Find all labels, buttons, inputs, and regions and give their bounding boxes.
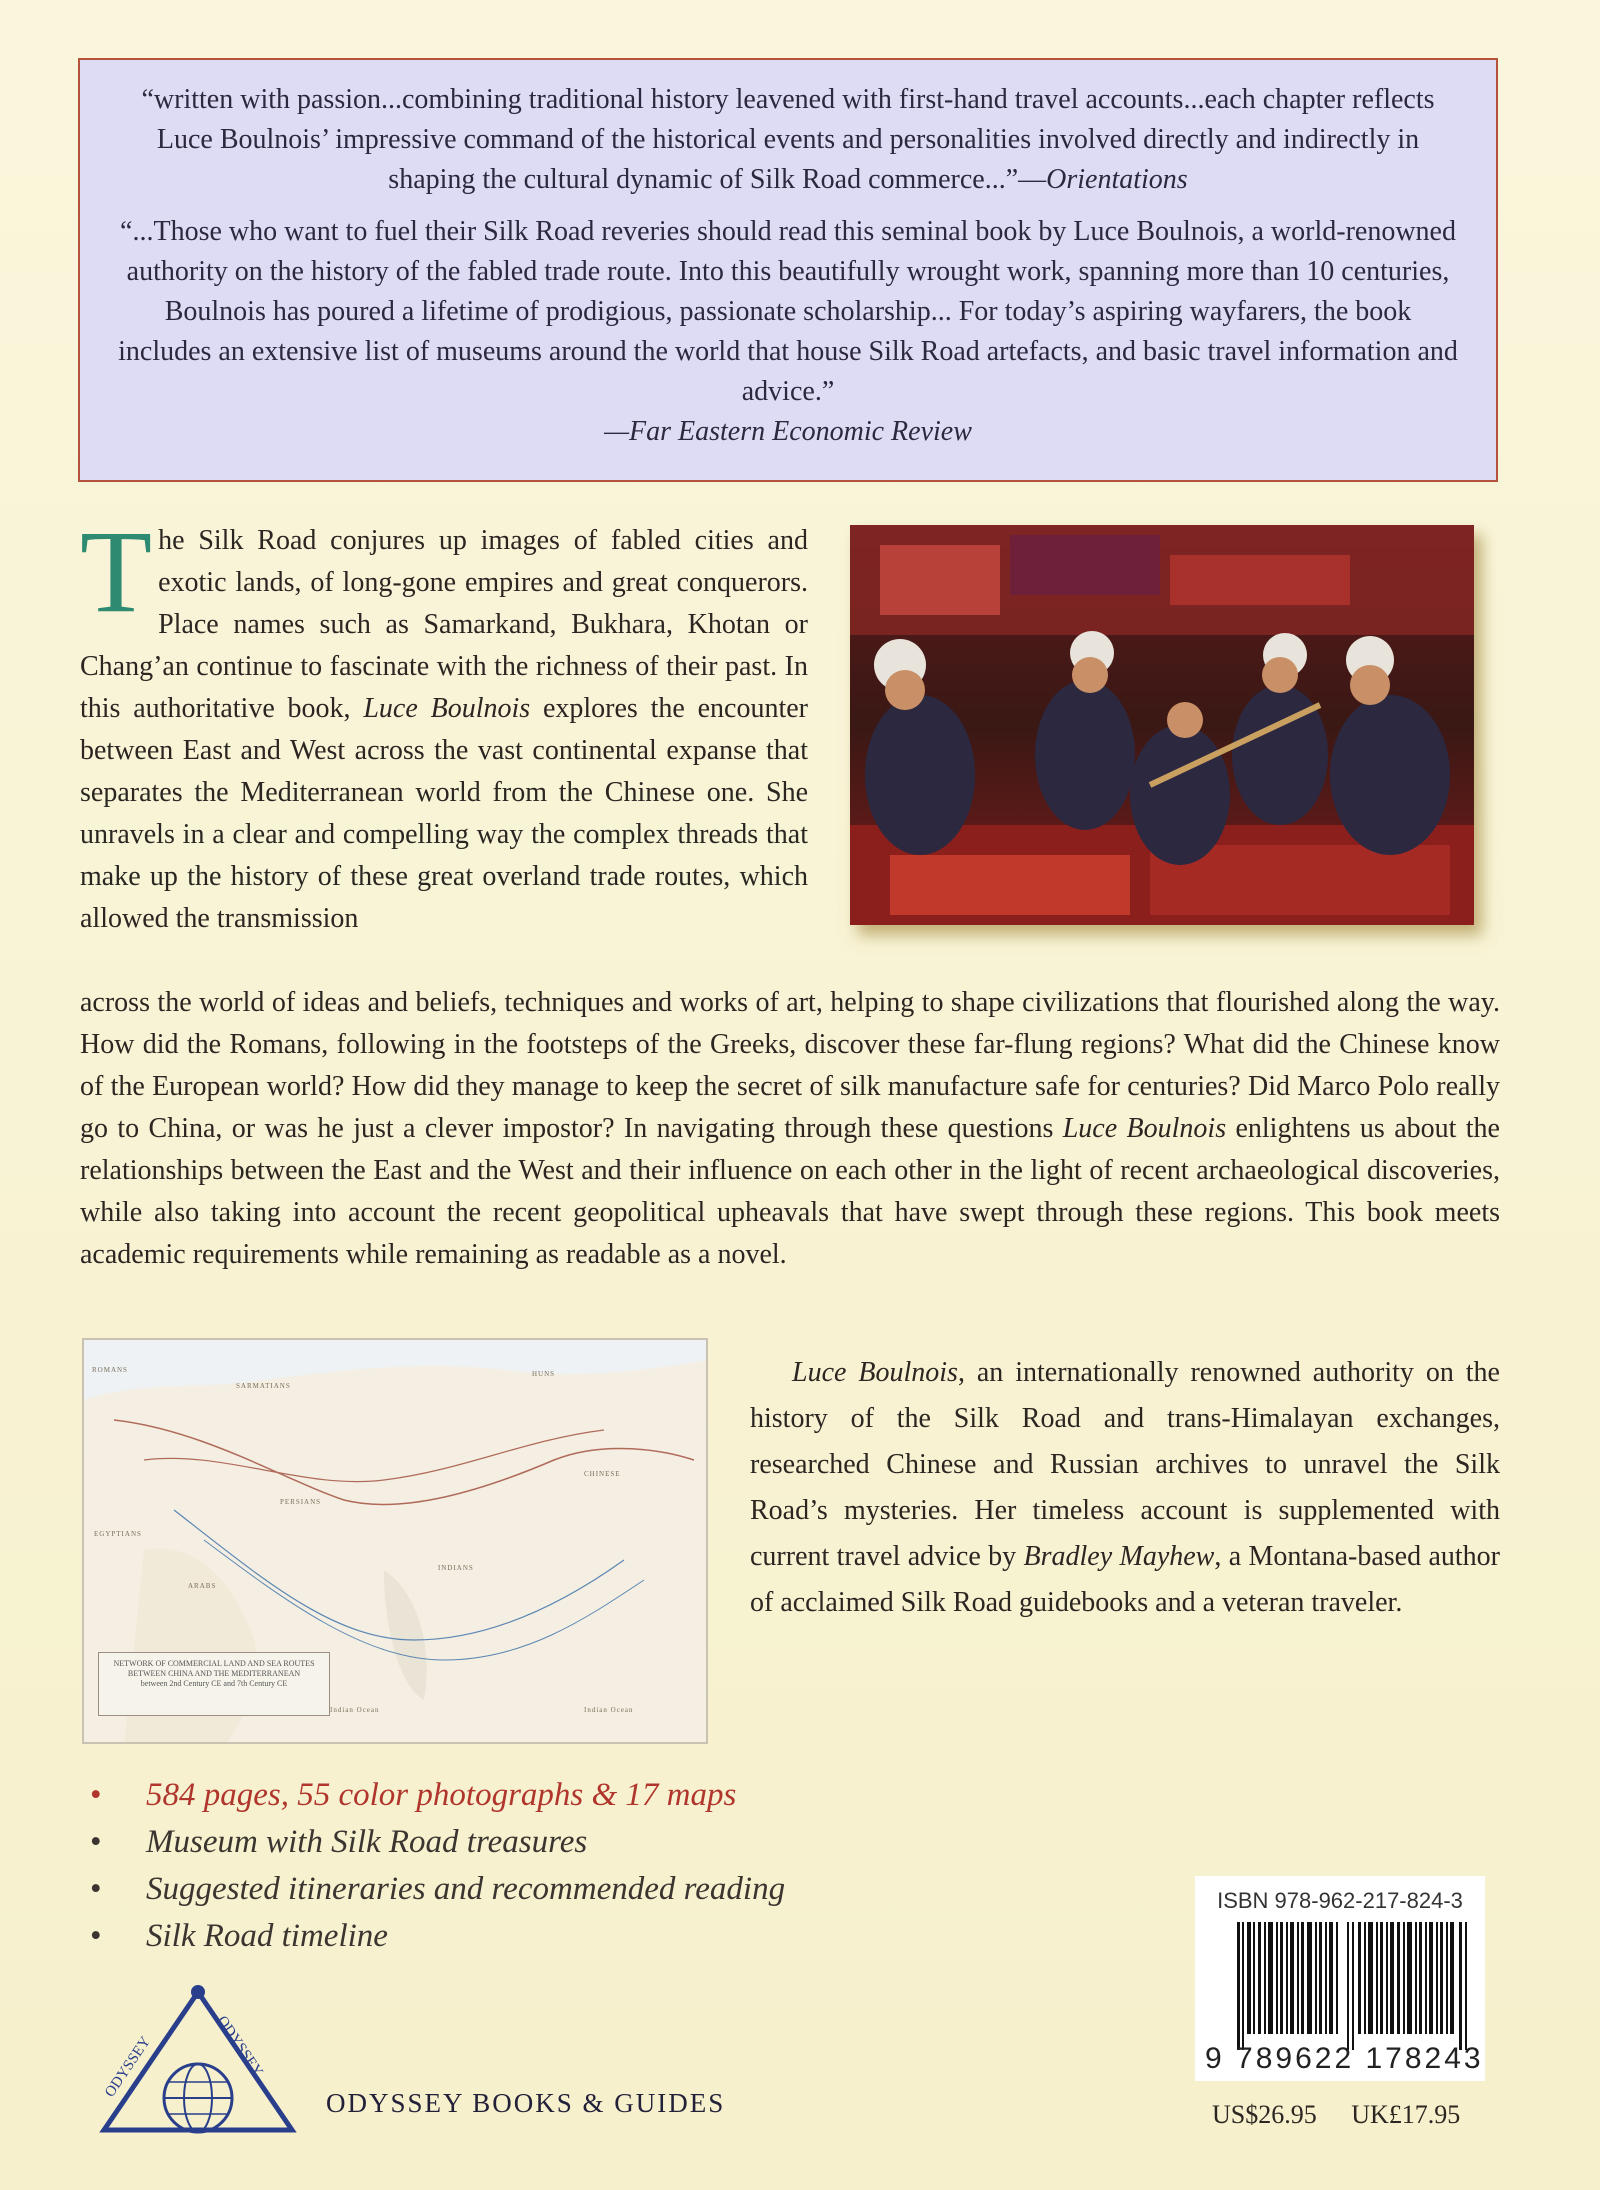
isbn-number: ISBN 978-962-217-824-3 xyxy=(1217,1888,1463,1913)
svg-text:ODYSSEY: ODYSSEY xyxy=(213,2013,266,2080)
photo-illustration xyxy=(850,525,1474,925)
isbn-barcode xyxy=(1195,1876,1485,2081)
bullet: • xyxy=(90,1777,102,1813)
feature-text: Silk Road timeline xyxy=(146,1918,388,1954)
price-tag: US$26.95 UK£17.95 xyxy=(1212,2100,1461,2129)
bullet: • xyxy=(90,1918,102,1954)
review-source: —Far Eastern Economic Review xyxy=(604,416,972,447)
contributor-name: Bradley Mayhew xyxy=(1023,1541,1215,1572)
intro-text: explores the encounter between East and West across the vast continental expanse that separates the Mediterranean world from the Chinese one. She unravels in a clear and compelling way the complex threads that make up the history of these great overland trade routes, which allowed the transmission xyxy=(80,693,808,934)
author-name: Luce Boulnois xyxy=(1062,1113,1227,1144)
svg-text:ODYSSEY: ODYSSEY xyxy=(102,2033,155,2101)
intro-text: he Silk Road conjures up images of fabled cities and exotic lands, of long-gone empires and great conquerors. Place names such as Samarkand, Bukhara, Khotan or Chang’an continue to fascinate with the richness of their past. In this authoritative book, xyxy=(80,525,808,724)
review-source: Orientations xyxy=(1046,164,1188,195)
bio-text: , an internationally renowned authority on the history of the Silk Road and trans-Himalayan exchanges, researched Chinese and Russian archives to unravel the Silk Road’s mysteries. Her timeless account is supplemented with current travel advice by xyxy=(750,1357,1500,1572)
feature-item xyxy=(90,1866,990,1913)
feature-text: Museum with Silk Road treasures xyxy=(146,1824,588,1860)
map-label: EGYPTIANS xyxy=(94,1530,142,1538)
review-quote-2 xyxy=(116,212,1460,452)
barcode-digits: 9 789622 178243 xyxy=(1205,2042,1484,2075)
map-label: Indian Ocean xyxy=(584,1706,634,1714)
review-quote-1 xyxy=(116,80,1460,200)
author-bio xyxy=(750,1350,1500,1626)
odyssey-logo xyxy=(92,1980,304,2160)
map-label: CHINESE xyxy=(584,1470,621,1478)
nomad-family-photo xyxy=(850,525,1474,925)
review-quote-text: “written with passion...combining traditional history leavened with first-hand travel accounts...each chapter reflects Luce Boulnois’ impressive command of the historical events and personalities involved directly and indirectly in shaping the cultural dynamic of Silk Road commerce...”— xyxy=(141,84,1435,195)
author-name: Luce Boulnois xyxy=(363,693,531,724)
intro-paragraph xyxy=(80,506,808,940)
description-continued xyxy=(80,982,1500,1276)
description-text: enlightens us about the relationships between the East and the West and their influence on each other in the light of recent archaeological discoveries, while also taking into account the recent geopolitical upheavals that have swept through these regions. This book meets academic requirements while remaining as readable as a novel. xyxy=(80,1113,1500,1270)
bullet: • xyxy=(90,1871,102,1907)
bio-text: , a Montana-based author of acclaimed Silk Road guidebooks and a veteran traveler. xyxy=(750,1541,1500,1618)
odyssey-logo-mark xyxy=(92,1980,304,2160)
bullet: • xyxy=(90,1824,102,1860)
review-quotes-box xyxy=(78,58,1498,482)
map-label: ROMANS xyxy=(92,1366,128,1374)
description-text: across the world of ideas and beliefs, techniques and works of art, helping to shape civilizations that flourished along the way. How did the Romans, following in the footsteps of the Greeks, discover these far-flung regions? What did the Chinese know of the European world? How did they manage to keep the secret of silk manufacture safe for centuries? Did Marco Polo really go to China, or was he just a clever impostor? In navigating through these questions xyxy=(80,987,1500,1144)
map-legend xyxy=(98,1652,330,1716)
map-label: HUNS xyxy=(532,1370,556,1378)
map-subtitle: between 2nd Century CE and 7th Century CE xyxy=(140,1679,288,1688)
barcode-bars xyxy=(1237,1922,1469,2050)
feature-text: 584 pages, 55 color photographs & 17 maps xyxy=(146,1777,737,1813)
features-list xyxy=(90,1772,990,1960)
map-label: PERSIANS xyxy=(280,1498,322,1506)
map-label: Indian Ocean xyxy=(330,1706,380,1714)
author-name: Luce Boulnois xyxy=(792,1357,958,1388)
feature-text: Suggested itineraries and recommended reading xyxy=(146,1871,786,1907)
map-label: SARMATIANS xyxy=(236,1382,291,1390)
map-label: INDIANS xyxy=(438,1564,474,1572)
review-quote-text: “...Those who want to fuel their Silk Road reveries should read this seminal book by Luce Boulnois, a world-renowned authority on the history of the fabled trade route. Into this beautifully wrought work, spanning more than 10 centuries, Boulnois has poured a lifetime of prodigious, passionate scholarship... For today’s aspiring wayfarers, the book includes an extensive list of museums around the world that house Silk Road artefacts, and basic travel information and advice.” xyxy=(118,216,1458,407)
drop-cap: T xyxy=(80,506,153,637)
map-title: NETWORK OF COMMERCIAL LAND AND SEA ROUTES BETWEEN CHINA AND THE MEDITERRANEAN xyxy=(113,1659,315,1678)
map-label: ARABS xyxy=(188,1582,217,1590)
silk-road-map xyxy=(82,1338,708,1744)
feature-item xyxy=(90,1772,990,1819)
feature-item xyxy=(90,1913,990,1960)
feature-item xyxy=(90,1819,990,1866)
publisher-name: ODYSSEY BOOKS & GUIDES xyxy=(326,2088,726,2118)
